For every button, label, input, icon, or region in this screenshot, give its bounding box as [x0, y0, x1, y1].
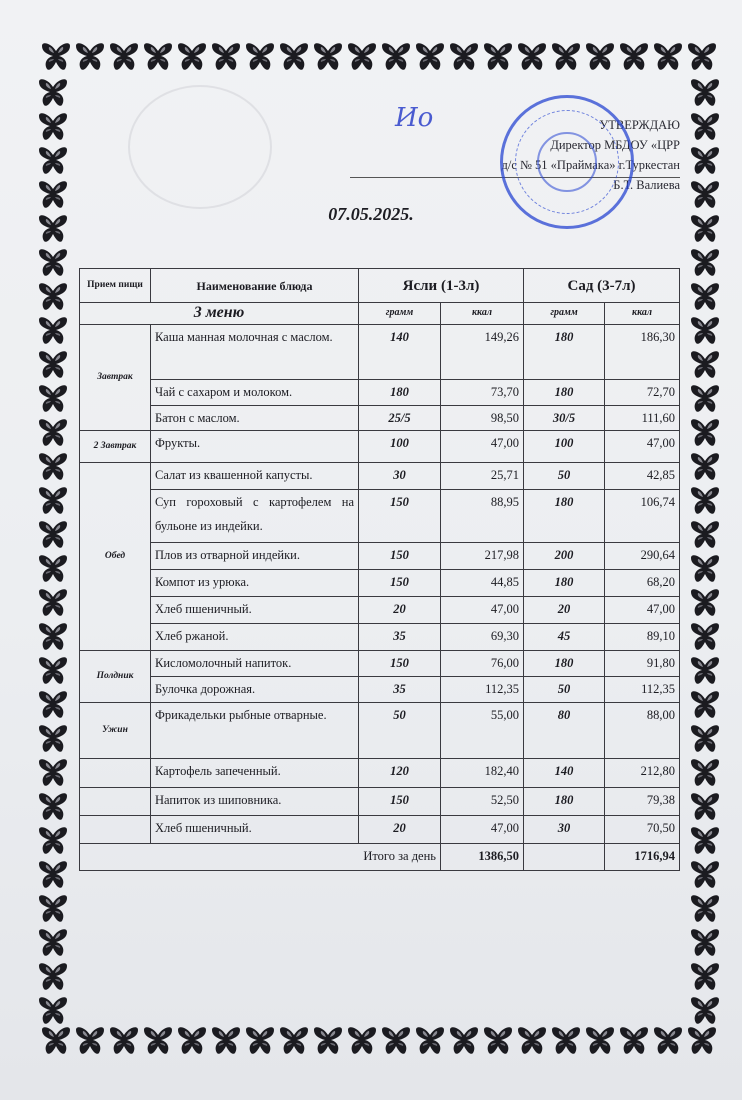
- butterfly-icon: [688, 144, 722, 178]
- garden-kcal: 186,30: [605, 325, 680, 380]
- butterfly-icon: [651, 1024, 685, 1058]
- butterfly-icon: [688, 620, 722, 654]
- butterfly-icon: [617, 40, 651, 74]
- header-meal: Прием пищи: [80, 269, 151, 303]
- butterfly-icon: [36, 858, 70, 892]
- dish-name: Батон с маслом.: [151, 406, 359, 431]
- dish-name: Хлеб пшеничный.: [151, 597, 359, 624]
- nursery-kcal: 76,00: [441, 651, 524, 677]
- garden-kcal: 79,38: [605, 788, 680, 816]
- butterfly-icon: [688, 416, 722, 450]
- nursery-kcal: 47,00: [441, 597, 524, 624]
- total-label: Итого за день: [80, 844, 441, 871]
- butterfly-icon: [36, 960, 70, 994]
- butterfly-icon: [617, 1024, 651, 1058]
- table-row: [80, 597, 680, 624]
- table-row: [80, 490, 680, 543]
- butterfly-icon: [311, 40, 345, 74]
- butterfly-icon: [688, 484, 722, 518]
- table-row: [80, 570, 680, 597]
- butterfly-icon: [36, 416, 70, 450]
- nursery-grams: 150: [359, 570, 441, 597]
- dish-name: Хлеб пшеничный.: [151, 816, 359, 844]
- butterfly-icon: [36, 348, 70, 382]
- dish-name: Чай с сахаром и молоком.: [151, 380, 359, 406]
- butterfly-icon: [447, 40, 481, 74]
- faint-stamp-left: [128, 85, 272, 209]
- butterfly-icon: [688, 756, 722, 790]
- butterfly-icon: [685, 1024, 719, 1058]
- butterfly-icon: [36, 144, 70, 178]
- butterfly-icon: [36, 450, 70, 484]
- nursery-grams: 150: [359, 543, 441, 570]
- table-row: [80, 406, 680, 431]
- butterfly-icon: [175, 40, 209, 74]
- subheader-gram-1: грамм: [359, 303, 441, 325]
- garden-kcal: 106,74: [605, 490, 680, 543]
- subheader-kcal-1: ккал: [441, 303, 524, 325]
- dish-name: Салат из квашенной капусты.: [151, 463, 359, 490]
- subheader-kcal-2: ккал: [605, 303, 680, 325]
- butterfly-icon: [688, 824, 722, 858]
- nursery-grams: 180: [359, 380, 441, 406]
- nursery-grams: 120: [359, 759, 441, 788]
- garden-kcal: 112,35: [605, 677, 680, 703]
- butterfly-icon: [688, 348, 722, 382]
- garden-grams: 180: [524, 570, 605, 597]
- butterfly-icon: [36, 246, 70, 280]
- butterfly-icon: [141, 1024, 175, 1058]
- butterfly-icon: [413, 1024, 447, 1058]
- butterfly-icon: [688, 246, 722, 280]
- butterfly-icon: [688, 960, 722, 994]
- butterfly-icon: [688, 586, 722, 620]
- meal-lunch: Обед: [80, 463, 151, 651]
- table-row: [80, 759, 680, 788]
- garden-kcal: 72,70: [605, 380, 680, 406]
- butterfly-icon: [549, 40, 583, 74]
- butterfly-icon: [515, 40, 549, 74]
- butterfly-icon: [36, 518, 70, 552]
- nursery-kcal: 73,70: [441, 380, 524, 406]
- butterfly-icon: [515, 1024, 549, 1058]
- garden-grams: 140: [524, 759, 605, 788]
- nursery-kcal: 112,35: [441, 677, 524, 703]
- nursery-kcal: 149,26: [441, 325, 524, 380]
- garden-grams: 180: [524, 490, 605, 543]
- nursery-kcal: 88,95: [441, 490, 524, 543]
- dish-name: Хлеб ржаной.: [151, 624, 359, 651]
- butterfly-icon: [36, 722, 70, 756]
- table-row: [80, 651, 680, 677]
- butterfly-icon: [688, 76, 722, 110]
- butterfly-icon: [73, 40, 107, 74]
- butterfly-icon: [175, 1024, 209, 1058]
- butterfly-icon: [36, 280, 70, 314]
- dish-name: Фрукты.: [151, 431, 359, 463]
- butterfly-icon: [243, 40, 277, 74]
- dish-name: Булочка дорожная.: [151, 677, 359, 703]
- butterfly-icon: [688, 450, 722, 484]
- butterfly-icon: [107, 40, 141, 74]
- butterfly-icon: [685, 40, 719, 74]
- butterfly-icon: [688, 552, 722, 586]
- meal-empty: [80, 816, 151, 844]
- header-kindergarten: Сад (3-7л): [524, 269, 680, 303]
- butterfly-icon: [651, 40, 685, 74]
- total-empty: [524, 844, 605, 871]
- garden-kcal: 42,85: [605, 463, 680, 490]
- garden-grams: 180: [524, 325, 605, 380]
- table-row: [80, 325, 680, 380]
- garden-grams: 100: [524, 431, 605, 463]
- butterfly-icon: [36, 790, 70, 824]
- nursery-kcal: 47,00: [441, 431, 524, 463]
- approval-line3: Б.Т. Валиева: [613, 178, 680, 192]
- butterfly-icon: [688, 858, 722, 892]
- butterfly-icon: [688, 892, 722, 926]
- nursery-kcal: 52,50: [441, 788, 524, 816]
- garden-grams: 30: [524, 816, 605, 844]
- butterfly-icon: [73, 1024, 107, 1058]
- subheader-gram-2: грамм: [524, 303, 605, 325]
- menu-date: 07.05.2025.: [328, 204, 414, 224]
- nursery-kcal: 25,71: [441, 463, 524, 490]
- butterfly-icon: [36, 484, 70, 518]
- butterfly-icon: [379, 40, 413, 74]
- garden-grams: 50: [524, 677, 605, 703]
- butterfly-icon: [345, 1024, 379, 1058]
- nursery-grams: 20: [359, 816, 441, 844]
- butterfly-icon: [379, 1024, 413, 1058]
- butterfly-icon: [481, 1024, 515, 1058]
- butterfly-icon: [107, 1024, 141, 1058]
- butterfly-icon: [36, 688, 70, 722]
- meal-second-breakfast: 2 Завтрак: [80, 431, 151, 463]
- nursery-kcal: 98,50: [441, 406, 524, 431]
- butterfly-icon: [688, 654, 722, 688]
- butterfly-icon: [36, 314, 70, 348]
- garden-grams: 50: [524, 463, 605, 490]
- garden-kcal: 91,80: [605, 651, 680, 677]
- butterfly-icon: [688, 926, 722, 960]
- garden-grams: 80: [524, 703, 605, 759]
- table-row: [80, 463, 680, 490]
- nursery-grams: 150: [359, 651, 441, 677]
- butterfly-border-bottom: [39, 1024, 719, 1058]
- garden-kcal: 68,20: [605, 570, 680, 597]
- nursery-grams: 100: [359, 431, 441, 463]
- total-garden-kcal: 1716,94: [605, 844, 680, 871]
- meal-breakfast: Завтрак: [80, 325, 151, 431]
- butterfly-icon: [688, 110, 722, 144]
- dish-name: Фрикадельки рыбные отварные.: [151, 703, 359, 759]
- garden-kcal: 290,64: [605, 543, 680, 570]
- butterfly-icon: [447, 1024, 481, 1058]
- butterfly-border-top: [39, 40, 719, 74]
- butterfly-icon: [36, 76, 70, 110]
- meal-empty: [80, 788, 151, 816]
- butterfly-icon: [36, 620, 70, 654]
- butterfly-icon: [688, 314, 722, 348]
- dish-name: Компот из урюка.: [151, 570, 359, 597]
- table-row: [80, 380, 680, 406]
- garden-grams: 30/5: [524, 406, 605, 431]
- butterfly-icon: [277, 1024, 311, 1058]
- butterfly-icon: [688, 382, 722, 416]
- garden-kcal: 47,00: [605, 597, 680, 624]
- butterfly-icon: [277, 40, 311, 74]
- total-nursery-kcal: 1386,50: [441, 844, 524, 871]
- table-row: [80, 788, 680, 816]
- butterfly-icon: [209, 40, 243, 74]
- approval-title: УТВЕРЖДАЮ: [599, 118, 680, 132]
- table-row: [80, 431, 680, 463]
- meal-empty: [80, 759, 151, 788]
- header-nursery: Ясли (1-3л): [359, 269, 524, 303]
- nursery-grams: 50: [359, 703, 441, 759]
- garden-kcal: 89,10: [605, 624, 680, 651]
- dish-name: Плов из отварной индейки.: [151, 543, 359, 570]
- butterfly-icon: [209, 1024, 243, 1058]
- butterfly-icon: [36, 892, 70, 926]
- garden-grams: 180: [524, 380, 605, 406]
- nursery-kcal: 47,00: [441, 816, 524, 844]
- garden-grams: 180: [524, 651, 605, 677]
- header-dish-name: Наименование блюда: [151, 269, 359, 303]
- butterfly-icon: [583, 40, 617, 74]
- table-row: [80, 816, 680, 844]
- dish-name: Кисломолочный напиток.: [151, 651, 359, 677]
- signature: Ио: [395, 103, 434, 133]
- nursery-grams: 35: [359, 624, 441, 651]
- butterfly-icon: [36, 586, 70, 620]
- nursery-kcal: 182,40: [441, 759, 524, 788]
- butterfly-icon: [688, 688, 722, 722]
- table-row: [80, 624, 680, 651]
- nursery-grams: 25/5: [359, 406, 441, 431]
- butterfly-icon: [481, 40, 515, 74]
- table-row: [80, 703, 680, 759]
- butterfly-icon: [36, 110, 70, 144]
- butterfly-icon: [36, 926, 70, 960]
- nursery-grams: 150: [359, 490, 441, 543]
- table-row: [80, 677, 680, 703]
- butterfly-icon: [311, 1024, 345, 1058]
- butterfly-icon: [36, 382, 70, 416]
- garden-kcal: 47,00: [605, 431, 680, 463]
- nursery-kcal: 44,85: [441, 570, 524, 597]
- table-row: [80, 543, 680, 570]
- butterfly-icon: [36, 552, 70, 586]
- butterfly-icon: [413, 40, 447, 74]
- table-header-row: [80, 269, 680, 303]
- approval-line1: Директор МБДОУ «ЦРР: [550, 138, 680, 152]
- butterfly-icon: [583, 1024, 617, 1058]
- nursery-grams: 35: [359, 677, 441, 703]
- butterfly-icon: [39, 1024, 73, 1058]
- dish-name: Каша манная молочная с маслом.: [151, 325, 359, 380]
- meal-dinner: Ужин: [80, 703, 151, 759]
- nursery-kcal: 217,98: [441, 543, 524, 570]
- butterfly-icon: [688, 994, 722, 1028]
- menu-table: [79, 268, 680, 871]
- approval-line2: д/с № 51 «Праймака» г.Туркестан: [501, 158, 680, 172]
- butterfly-icon: [688, 280, 722, 314]
- nursery-kcal: 69,30: [441, 624, 524, 651]
- garden-grams: 20: [524, 597, 605, 624]
- garden-kcal: 111,60: [605, 406, 680, 431]
- table-total-row: [80, 844, 680, 871]
- table-subheader-row: [80, 303, 680, 325]
- meal-snack: Полдник: [80, 651, 151, 703]
- menu-number: 3 меню: [80, 303, 359, 325]
- nursery-grams: 140: [359, 325, 441, 380]
- butterfly-icon: [688, 790, 722, 824]
- garden-kcal: 70,50: [605, 816, 680, 844]
- butterfly-icon: [36, 994, 70, 1028]
- butterfly-icon: [243, 1024, 277, 1058]
- butterfly-icon: [549, 1024, 583, 1058]
- butterfly-icon: [345, 40, 379, 74]
- nursery-grams: 150: [359, 788, 441, 816]
- butterfly-icon: [39, 40, 73, 74]
- butterfly-icon: [36, 654, 70, 688]
- butterfly-icon: [36, 756, 70, 790]
- nursery-grams: 20: [359, 597, 441, 624]
- garden-grams: 180: [524, 788, 605, 816]
- dish-name: Напиток из шиповника.: [151, 788, 359, 816]
- nursery-kcal: 55,00: [441, 703, 524, 759]
- butterfly-icon: [141, 40, 175, 74]
- butterfly-icon: [688, 518, 722, 552]
- garden-kcal: 88,00: [605, 703, 680, 759]
- garden-grams: 45: [524, 624, 605, 651]
- garden-kcal: 212,80: [605, 759, 680, 788]
- dish-name: Суп гороховый с картофелем на бульоне из индейки.: [151, 490, 359, 543]
- butterfly-icon: [688, 722, 722, 756]
- dish-name: Картофель запеченный.: [151, 759, 359, 788]
- butterfly-icon: [36, 824, 70, 858]
- garden-grams: 200: [524, 543, 605, 570]
- nursery-grams: 30: [359, 463, 441, 490]
